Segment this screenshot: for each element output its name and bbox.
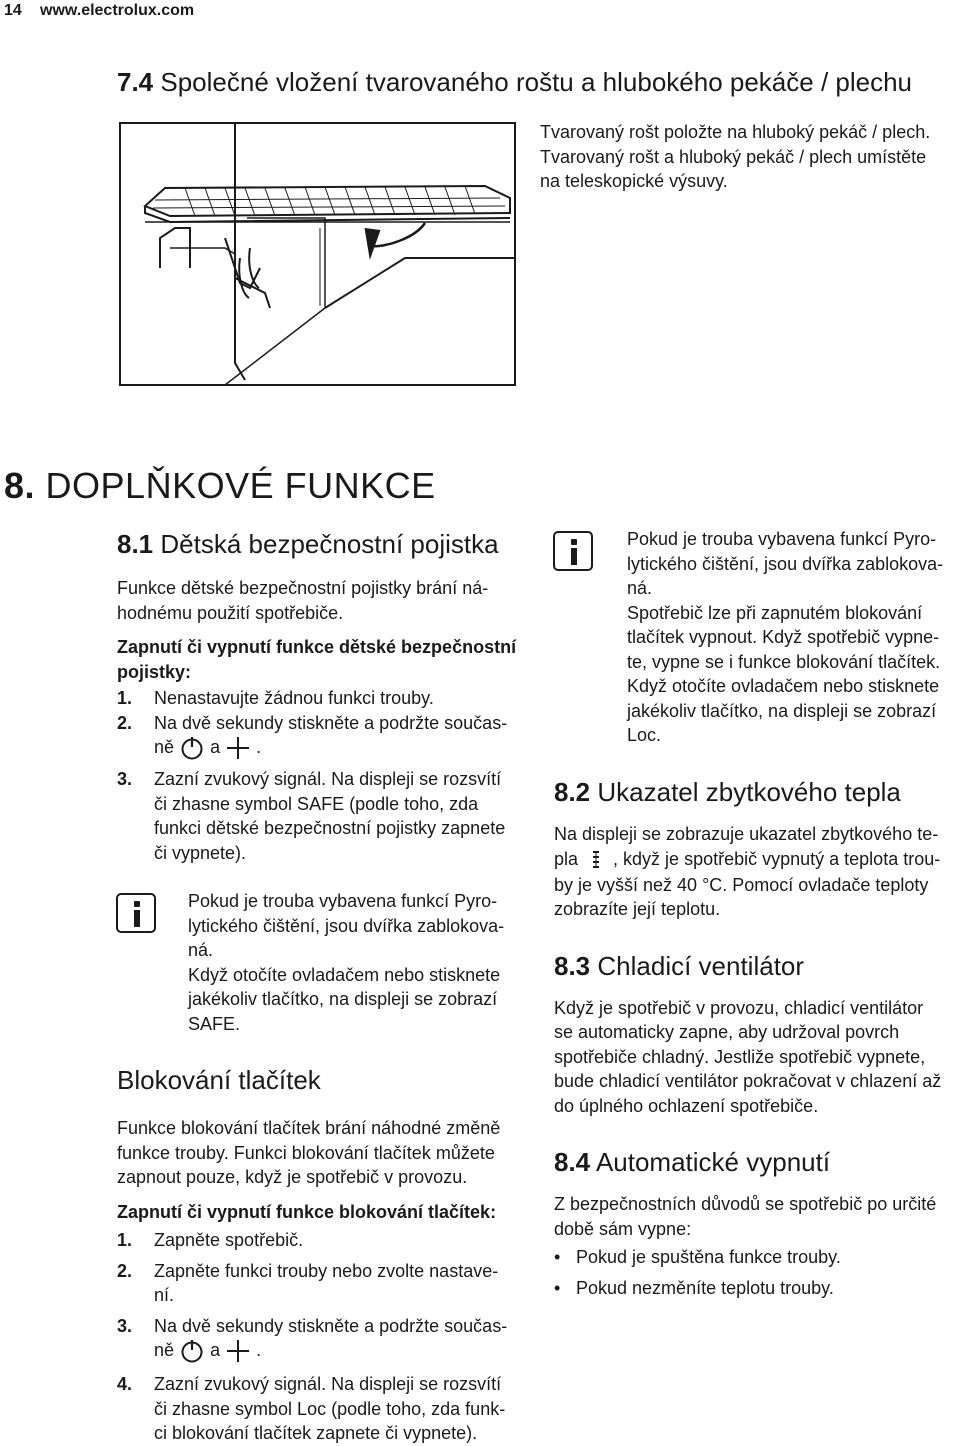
section-8-4-bullets — [554, 1245, 954, 1300]
step-number: 1. — [117, 1230, 133, 1250]
step-text: funkci dětské bezpečnostní pojistky zapnete — [154, 818, 506, 838]
text-line: Pokud je trouba vybavena funkcí Pyro- — [627, 529, 937, 549]
section-8-4-heading — [554, 1146, 954, 1178]
section-8-3-text — [554, 996, 954, 1119]
button-lock-subheading: Zapnutí či vypnutí funkce blokování tlačítek: — [117, 1201, 497, 1222]
text-line: Funkce blokování tlačítek brání náhodné změně — [117, 1118, 501, 1138]
step-text-part: a — [210, 1340, 221, 1360]
text-line: Když otočíte ovladačem nebo stisknete — [627, 676, 940, 696]
text-line: zobrazíte její teplotu. — [554, 899, 721, 919]
section-7-4-text — [540, 120, 930, 194]
section-title: Dětská bezpečnostní pojistka — [153, 529, 499, 559]
right-column — [554, 776, 954, 1300]
power-icon — [179, 735, 205, 761]
info-note-loc — [627, 527, 943, 748]
step-number: 3. — [117, 769, 133, 789]
section-title: Společné vložení tvarovaného roštu a hlubokého pekáče / plechu — [153, 67, 913, 97]
section-8-1-heading — [117, 528, 527, 560]
left-column — [117, 528, 527, 865]
text-line: jakékoliv tlačítko, na displeji se zobrazí — [627, 700, 937, 721]
list-item — [117, 1259, 527, 1308]
info-icon — [553, 531, 593, 571]
section-8-3-heading — [554, 950, 954, 982]
rack-and-tray-illustration — [115, 118, 520, 390]
section-title: Automatické vypnutí — [590, 1147, 831, 1177]
list-item: • Pokud nezměníte teplotu trouby. — [554, 1276, 954, 1301]
text-line: SAFE. — [188, 1013, 241, 1034]
section-number: 8.4 — [554, 1147, 591, 1177]
step-text-part: . — [256, 1340, 262, 1360]
list-item — [117, 686, 527, 711]
text-line: Tvarovaný rošt a hluboký pekáč / plech umístěte — [540, 146, 927, 167]
step-text: Nenastavujte žádnou funkci trouby. — [154, 688, 434, 708]
step-text-part: a — [210, 737, 221, 757]
text-line: lytického čištění, jsou dvířka zablokova- — [627, 553, 944, 574]
text-line: Když otočíte ovladačem nebo stisknete — [188, 964, 501, 985]
text-line: Zapnutí či vypnutí funkce dětské bezpečnostní — [117, 637, 517, 657]
text-line: lytického čištění, jsou dvířka zablokova- — [188, 915, 505, 936]
step-text: ní. — [154, 1285, 175, 1305]
text-line: se automaticky zapne, aby udržoval povrch — [554, 1022, 900, 1042]
button-lock-steps — [117, 1228, 527, 1446]
step-text: či vypnete). — [154, 842, 247, 863]
text-line: te, vypne se i funkce blokování tlačítek. — [627, 651, 941, 672]
text-line: zapnout pouze, když je spotřebič v provozu. — [117, 1167, 468, 1187]
text-line: do úplného ochlazení spotřebiče. — [554, 1095, 819, 1116]
step-number: 2. — [117, 1260, 133, 1281]
section-number: 8.2 — [554, 777, 591, 807]
info-note-safe — [188, 889, 504, 1036]
text-line: by je vyšší než 40 °C. Pomocí ovladače teploty — [554, 874, 929, 895]
info-icon — [116, 893, 156, 933]
text-line: tlačítek vypnout. Když spotřebič vypne- — [627, 627, 940, 647]
text-part: , když je spotřebič vypnutý a teplota trou- — [613, 848, 941, 869]
section-8-2-heading — [554, 776, 954, 808]
section-7-4-heading — [117, 66, 912, 98]
text-line: spotřebiče chladný. Jestliže spotřebič vypnete, — [554, 1046, 926, 1067]
text-line: Na displeji se zobrazuje ukazatel zbytkového te- — [554, 824, 939, 844]
step-text: Zazní zvukový signál. Na displeji se rozsvítí — [154, 769, 502, 789]
power-icon — [179, 1338, 205, 1364]
step-text: ci blokování tlačítek zapnete či vypnete). — [154, 1423, 478, 1443]
button-lock-intro — [117, 1116, 527, 1190]
section-8-2-text — [554, 822, 954, 922]
step-text-part: ně — [154, 1340, 175, 1360]
step-text-part: . — [256, 737, 262, 757]
step-number: 4. — [117, 1374, 133, 1394]
text-line: Z bezpečnostních důvodů se spotřebič po určité — [554, 1194, 937, 1214]
section-title: Blokování tlačítek — [117, 1065, 321, 1095]
text-line: Loc. — [627, 725, 662, 745]
section-8-4-text — [554, 1192, 954, 1241]
text-line: Pokud je trouba vybavena funkcí Pyro- — [188, 891, 498, 911]
step-number: 3. — [117, 1315, 133, 1336]
text-line: pojistky: — [117, 661, 192, 682]
text-line: Funkce dětské bezpečnostní pojistky brání ná- — [117, 578, 489, 598]
section-title: Ukazatel zbytkového tepla — [590, 777, 901, 807]
step-text: Na dvě sekundy stiskněte a podržte součas- — [154, 712, 508, 733]
section-8-1-subheading — [117, 635, 527, 684]
list-item — [117, 711, 527, 764]
text-line: jakékoliv tlačítko, na displeji se zobrazí — [188, 989, 498, 1009]
section-number: 7.4 — [117, 67, 154, 97]
text-line: Když je spotřebič v provozu, chladicí ventilátor — [554, 997, 924, 1018]
section-number: 8.1 — [117, 529, 154, 559]
chapter-number: 8. — [4, 465, 36, 506]
step-text — [154, 1338, 527, 1366]
text-line: Tvarovaný rošt položte na hluboký pekáč / plech. — [540, 122, 931, 142]
text-line: Spotřebič lze při zapnutém blokování — [627, 602, 923, 623]
text-line: na teleskopické výsuvy. — [540, 171, 728, 191]
text-line: bude chladicí ventilátor pokračovat v chlazení až — [554, 1071, 942, 1091]
step-text: Zapněte funkci trouby nebo zvolte nastave- — [154, 1260, 499, 1281]
plus-icon — [225, 1338, 251, 1364]
list-item — [117, 1372, 527, 1446]
section-8-1-steps — [117, 686, 527, 865]
section-number: 8.3 — [554, 950, 591, 981]
button-lock-section — [117, 1064, 527, 1446]
step-text-part: ně — [154, 737, 175, 757]
list-item: • Pokud je spuštěna funkce trouby. — [554, 1245, 954, 1270]
text-line — [554, 847, 954, 873]
step-text: Na dvě sekundy stiskněte a podržte součas- — [154, 1315, 508, 1336]
section-title: Chladicí ventilátor — [590, 950, 805, 981]
step-text: Zazní zvukový signál. Na displeji se rozsvítí — [154, 1374, 502, 1394]
text-line: ná. — [188, 940, 214, 960]
page-number: 14 — [4, 2, 22, 19]
text-line: funkce trouby. Funkci blokování tlačítek můžete — [117, 1142, 495, 1163]
text-line: hodnému použití spotřebiče. — [117, 602, 344, 623]
plus-icon — [225, 735, 251, 761]
section-8-1-intro — [117, 576, 527, 625]
chapter-8-heading — [4, 466, 436, 506]
text-line: ná. — [627, 578, 653, 598]
chapter-title: DOPLŇKOVÉ FUNKCE — [35, 465, 436, 506]
list-item — [117, 1314, 527, 1367]
step-number: 2. — [117, 712, 133, 733]
text-line: době sám vypne: — [554, 1218, 692, 1239]
step-number: 1. — [117, 688, 133, 708]
header-url: www.electrolux.com — [40, 2, 195, 19]
list-item — [117, 1228, 527, 1253]
step-text — [154, 735, 527, 763]
list-item — [117, 767, 527, 865]
step-text: či zhasne symbol Loc (podle toho, zda funk- — [154, 1398, 506, 1419]
step-text: či zhasne symbol SAFE (podle toho, zda — [154, 793, 479, 814]
residual-heat-icon — [583, 848, 613, 872]
step-text: Zapněte spotřebič. — [154, 1230, 304, 1250]
text-part: pla — [554, 848, 579, 869]
